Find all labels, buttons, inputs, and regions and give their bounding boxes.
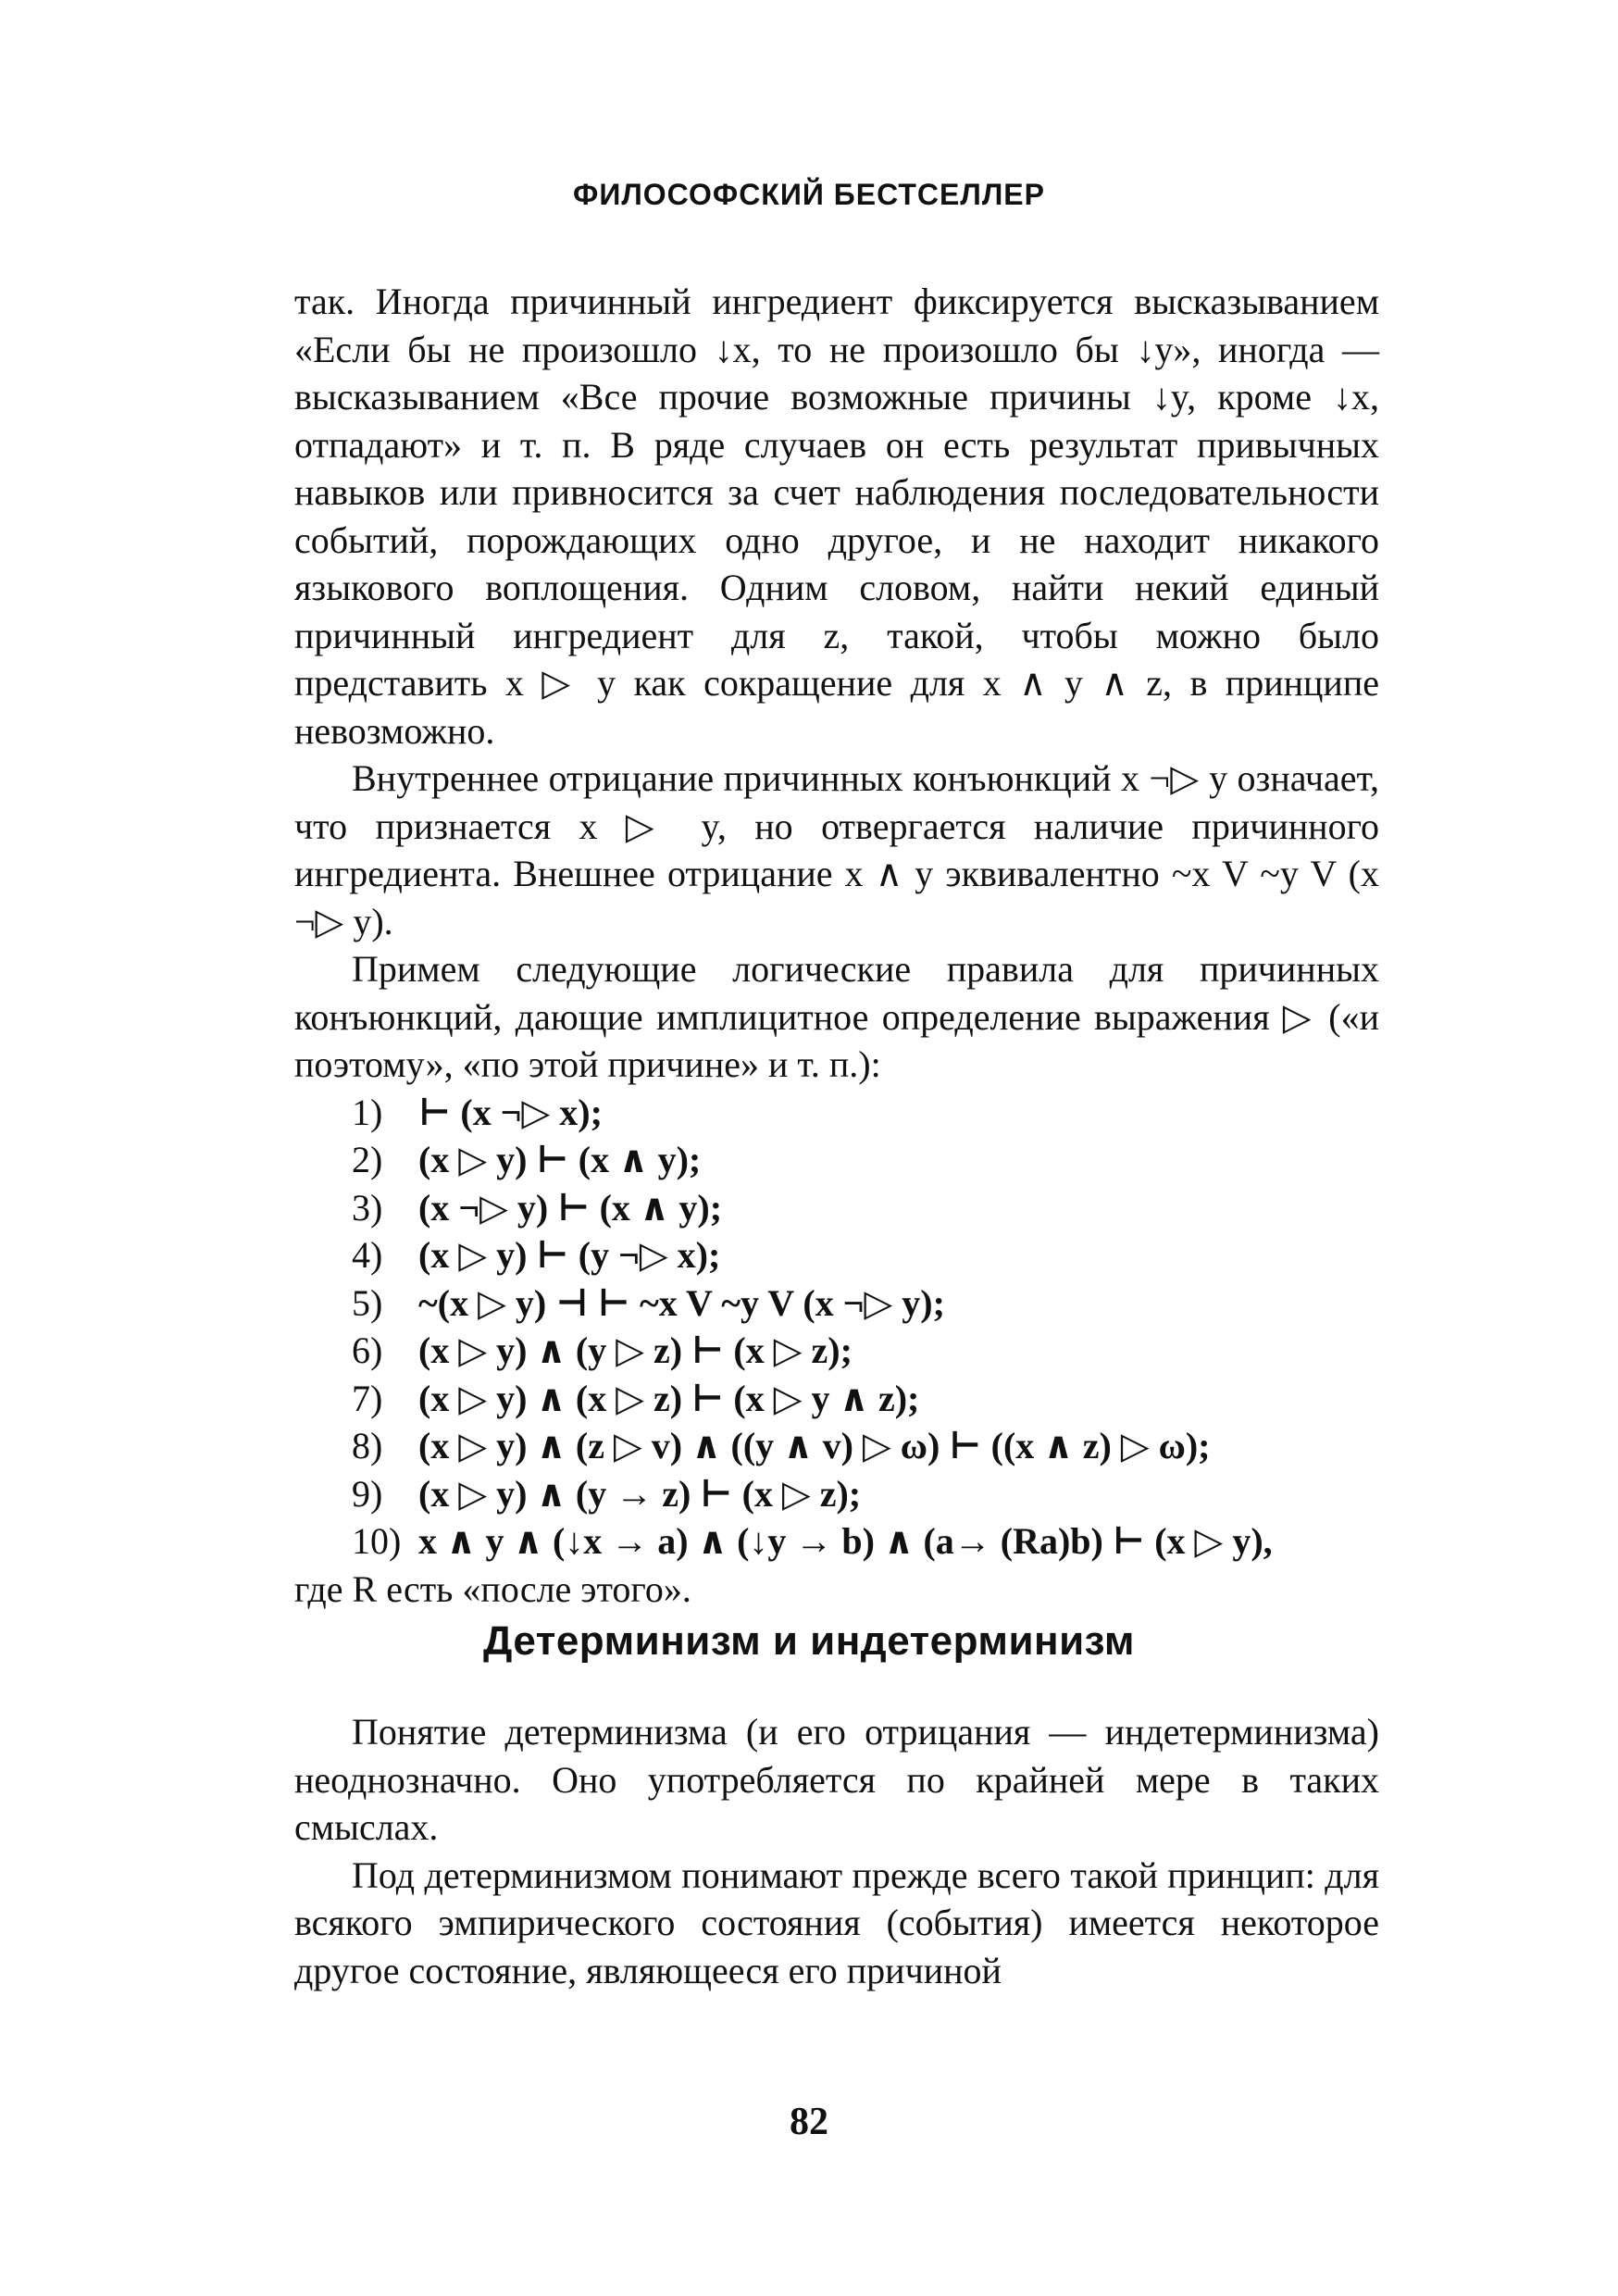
rule-number: 4) <box>352 1234 383 1276</box>
rule-item <box>352 1136 1379 1184</box>
rule-number: 10) <box>352 1520 402 1562</box>
section-heading: Детерминизм и индетерминизм <box>483 1618 1135 1664</box>
rule-expression: (x ▷ y) ∧ (y → z) ⊢ (x ▷ z); <box>418 1472 862 1515</box>
rule-item <box>352 1422 1379 1470</box>
page-number: 82 <box>790 2101 828 2143</box>
paragraph-rules-intro: Примем следующие логические правила для причинных конъюнкций, дающие имплицитное определение выражения ▷ («и поэтому», «по этой причине» и т. п.): <box>294 948 1379 1085</box>
rule-expression: x ∧ y ∧ (↓x → a) ∧ (↓y → b) ∧ (a→ (Ra)b) ⊢ (x ▷ y), <box>418 1520 1273 1562</box>
rule-expression: (x ▷ y) ∧ (x ▷ z) ⊢ (x ▷ y ∧ z); <box>418 1377 920 1419</box>
rule-number: 5) <box>352 1281 383 1324</box>
rule-item <box>352 1375 1379 1423</box>
paragraph-continuation: так. Иногда причинный ингредиент фиксируется высказыванием «Если бы не произошло ↓x, то не произошло бы ↓y», иногда — высказыванием «Все прочие возможные причины ↓y, кроме ↓x, отпадают» и т. п. В ряде случаев он есть результат привычных навыков или привносится за счет наблюдения последовательности событий, порождающих одно другое, и не находит никакого языкового воплощения. Одним словом, найти некий единый причинный ингредиент для z, такой, чтобы можно было представить x ▷ y как сокращение для x ∧ y ∧ z, в принципе невозможно. <box>294 281 1379 752</box>
rule-expression: ~(x ▷ y) ⊣ ⊢ ~x V ~y V (x ¬▷ y); <box>418 1281 945 1324</box>
rule-number: 2) <box>352 1139 383 1180</box>
rule-item <box>352 1184 1379 1232</box>
logic-rules-list <box>294 1089 1379 1566</box>
rule-number: 7) <box>352 1377 383 1419</box>
rule-item <box>352 1231 1379 1279</box>
rule-expression: (x ▷ y) ∧ (y ▷ z) ⊢ (x ▷ z); <box>418 1329 853 1371</box>
rules-tail-note: где R есть «после этого». <box>294 1567 691 1610</box>
rule-item <box>352 1089 1379 1137</box>
rule-number: 1) <box>352 1091 383 1133</box>
running-title: ФИЛОСОФСКИЙ БЕСТСЕЛЛЕР <box>573 178 1045 211</box>
rule-item <box>352 1279 1379 1328</box>
rule-expression: ⊢ (x ¬▷ x); <box>418 1091 603 1133</box>
paragraph-internal-negation: Внутреннее отрицание причинных конъюнкций x ¬▷ y означает, что признается x ▷ y, но отвергается наличие причинного ингредиента. Внешнее отрицание x ∧ y эквивалентно ~x V ~y V (x ¬▷ y). <box>294 757 1379 942</box>
rule-expression: (x ▷ y) ∧ (z ▷ v) ∧ ((y ∧ v) ▷ ω) ⊢ ((x ∧ z) ▷ ω); <box>418 1425 1211 1466</box>
paragraph-determinism-intro: Понятие детерминизма (и его отрицания — индетерминизма) неоднозначно. Оно употребляется по крайней мере в таких смыслах. <box>294 1711 1379 1848</box>
rule-number: 6) <box>352 1329 383 1371</box>
rule-item <box>352 1327 1379 1375</box>
rule-item <box>352 1470 1379 1518</box>
rule-number: 8) <box>352 1425 383 1466</box>
rule-expression: (x ▷ y) ⊢ (y ¬▷ x); <box>418 1234 721 1276</box>
rule-expression: (x ¬▷ y) ⊢ (x ∧ y); <box>418 1186 723 1229</box>
main-text-top <box>294 278 1379 1613</box>
rule-expression: (x ▷ y) ⊢ (x ∧ y); <box>418 1139 702 1180</box>
rule-number: 3) <box>352 1186 383 1229</box>
rule-number: 9) <box>352 1472 383 1515</box>
rule-item <box>352 1517 1379 1566</box>
main-text-bottom <box>294 1708 1379 1994</box>
paragraph-determinism-principle: Под детерминизмом понимают прежде всего такой принцип: для всякого эмпирического состояния (события) имеется некоторое другое состояние, являющееся его причиной <box>294 1853 1379 1991</box>
